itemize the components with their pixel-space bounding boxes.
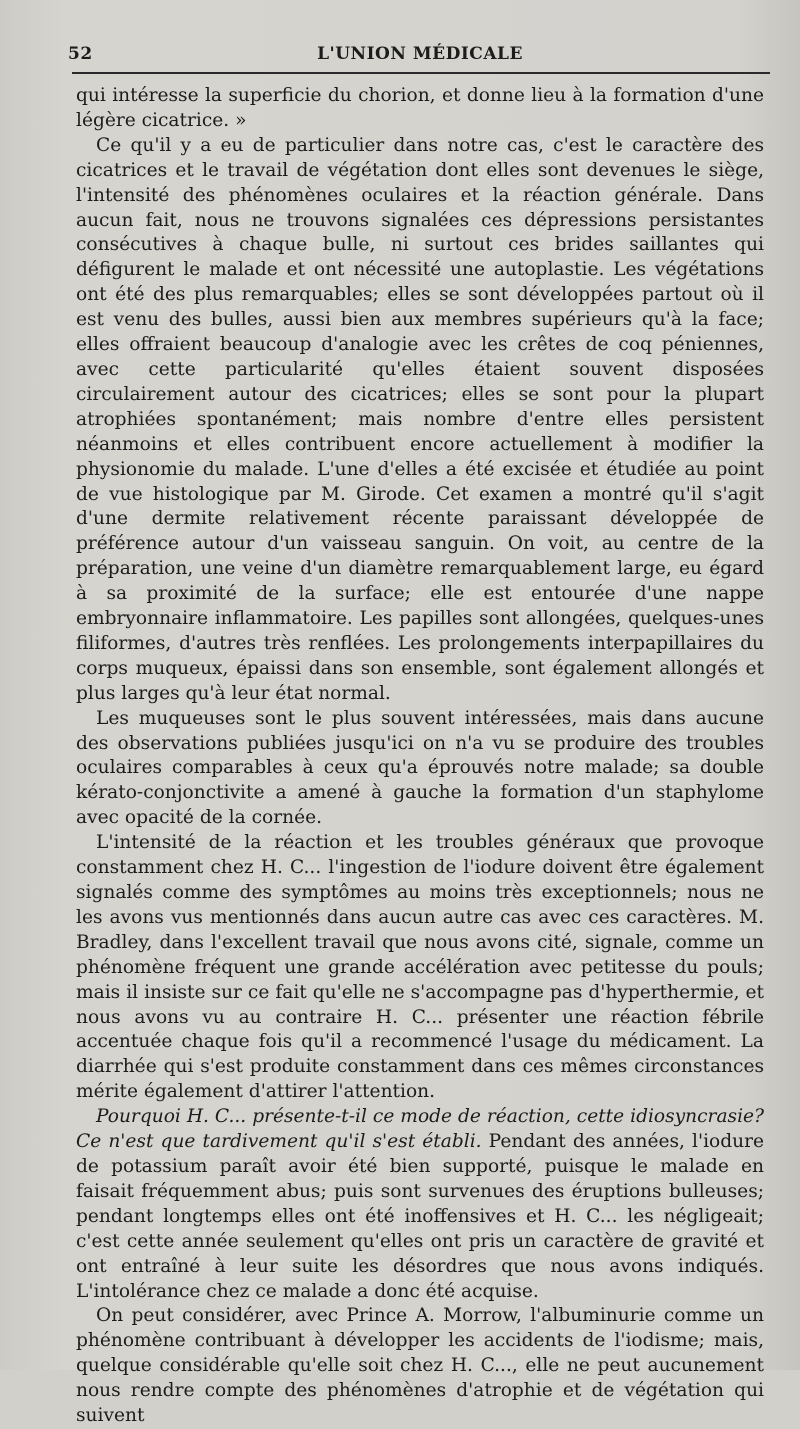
page-number: 52	[68, 44, 93, 64]
journal-title: L'UNION MÉDICALE	[317, 44, 523, 64]
paragraph	[76, 1304, 764, 1429]
paragraph-text: Les muqueuses sont le plus souvent intéressées, mais dans aucune des observations publiées jusqu'ici on n'a vu se produire des troubles oculaires comparables à ceux qu'a éprouvés notre malade; sa double kérato-conjonctivite a amené à gauche la formation d'un staphylome avec opacité de la cornée.	[76, 707, 764, 829]
running-head	[68, 38, 764, 66]
paragraph	[76, 707, 764, 832]
header-rule	[72, 72, 770, 74]
paragraph-text: L'intensité de la réaction et les troubles généraux que provoque constamment chez H. C... l'ingestion de l'iodure doivent être également signalés comme des symptômes au moins très exceptionnels; nous ne les avons vus mentionnés dans aucun autre cas avec ces caractères. M. Bradley, dans l'excellent travail que nous avons cité, signale, comme un phénomène fréquent une grande accélération avec petitesse du pouls; mais il insiste sur ce fait qu'elle ne s'accompagne pas d'hyperthermie, et nous avons vu au contraire H. C... présenter une réaction fébrile accentuée chaque fois qu'il a recommencé l'usage du médicament. La diarrhée qui s'est produite constamment dans ces mêmes circonstances mérite également d'attirer l'attention.	[76, 832, 764, 1103]
italic-question: Pourquoi H. C... présente-t-il ce mode de réaction, cette idiosyncrasie? Ce n'est que tardivement qu'il s'est établi.	[76, 1106, 764, 1153]
paragraph	[76, 1105, 764, 1304]
paragraph-text: Ce qu'il y a eu de particulier dans notre cas, c'est le caractère des cicatrices et le travail de végétation dont elles sont devenues le siège, l'intensité des phénomènes oculaires et la réaction générale. Dans aucun fait, nous ne trouvons signalées ces dépressions persistantes consécutives à chaque bulle, ni surtout ces brides saillantes qui défigurent le malade et ont nécessité une autoplastie. Les végétations ont été des plus remarquables; elles se sont développées partout où il est venu des bulles, aussi bien aux membres supérieurs qu'à la face; elles offraient beaucoup d'analogie avec les crêtes de coq péniennes, avec cette particularité qu'elles étaient souvent disposées circulairement autour des cicatrices; elles se sont pour la plupart atrophiées spontanément; mais nombre d'entre elles persistent néanmoins et elles contribuent encore actuellement à modifier la physionomie du malade. L'une d'elles a été excisée et étudiée au point de vue histologique par M. Girode. Cet examen a montré qu'il s'agit d'une dermite relativement récente paraissant développée de préférence autour d'un vaisseau sanguin. On voit, au centre de la préparation, une veine d'un diamètre remarquablement large, eu égard à sa proximité de la surface; elle est entourée d'une nappe embryonnaire inflammatoire. Les papilles sont allongées, quelques-unes filiformes, d'autres très renflées. Les prolongements interpapillaires du corps muqueux, épaissi dans son ensemble, sont également allongés et plus larges qu'à leur état normal.	[76, 134, 764, 704]
paragraph-text: qui intéresse la superficie du chorion, et donne lieu à la formation d'une légère cicatrice. »	[76, 85, 764, 131]
paragraph	[76, 134, 764, 707]
paragraph-continued	[76, 84, 764, 134]
paragraph-text: Pendant des années, l'iodure de potassium paraît avoir été bien supporté, puisque le malade en faisait fréquemment abus; puis sont survenues des éruptions bulleuses; pendant longtemps elles ont été inoffensives et H. C... les négligeait; c'est cette année seulement qu'elles ont pris un caractère de gravité et ont entraîné à leur suite les désordres que nous avons indiqués. L'intolérance chez ce malade a donc été acquise.	[76, 1131, 764, 1302]
paragraph	[76, 831, 764, 1105]
paragraph-text: On peut considérer, avec Prince A. Morrow, l'albuminurie comme un phénomène contribuant à développer les accidents de l'iodisme; mais, quelque considérable qu'elle soit chez H. C..., elle ne peut aucunement nous rendre compte des phénomènes d'atrophie et de végétation qui suivent	[76, 1305, 764, 1427]
article-body	[76, 84, 764, 1429]
